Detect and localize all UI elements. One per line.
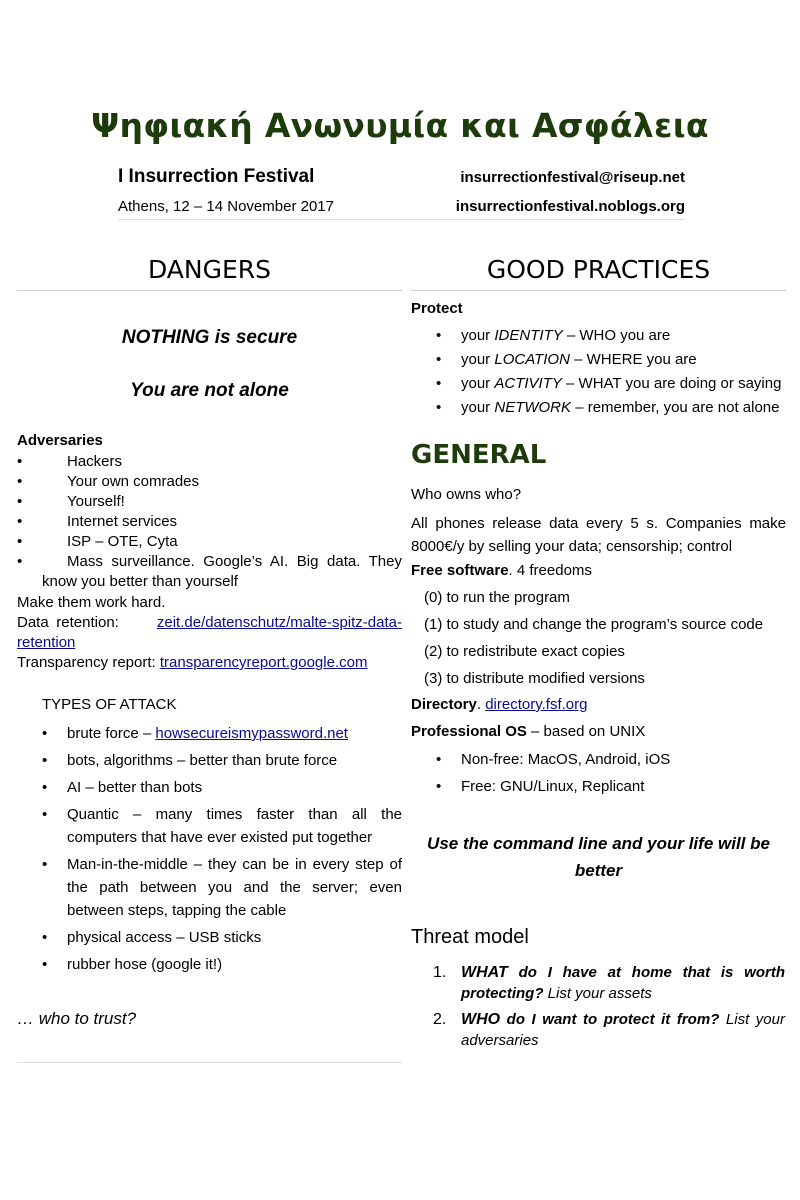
nothing-secure-callout: NOTHING is secure <box>121 327 298 348</box>
protect-desc: – WHERE you are <box>569 351 697 368</box>
list-item: • Quantic – many times faster than all the computers that have ever existed put together <box>42 803 402 849</box>
good-practices-heading: GOOD PRACTICES <box>486 255 711 284</box>
protect-term: LOCATION <box>494 351 570 368</box>
password-check-link[interactable]: howsecureismypassword.net <box>155 725 348 742</box>
professional-os-line <box>411 723 786 740</box>
list-item <box>436 396 786 420</box>
page-title: Ψηφιακή Ανωνυμία και Ασφάλεια <box>91 106 709 145</box>
list-item: • Non-free: MacOS, Android, iOS <box>436 748 786 772</box>
protect-prefix: your <box>461 375 495 392</box>
list-item: • physical access – USB sticks <box>42 926 402 949</box>
contact-email: insurrectionfestival@riseup.net <box>460 169 685 186</box>
transparency-label: Transparency report: <box>17 654 156 671</box>
threat-question: do I want to protect it from? <box>500 1011 720 1028</box>
attack-list <box>42 722 402 980</box>
professional-os-rest: – based on UNIX <box>526 723 646 740</box>
list-item: • ISP – OTE, Cyta <box>17 532 402 552</box>
general-heading: GENERAL <box>411 440 547 470</box>
list-item: • Free: GNU/Linux, Replicant <box>436 775 786 799</box>
threat-question: do I have at home that is worth protecting? <box>461 964 785 1002</box>
list-item: • AI – better than bots <box>42 776 402 799</box>
protect-term: NETWORK <box>494 399 572 416</box>
list-item <box>436 324 786 348</box>
data-retention-label: Data retention: <box>17 614 119 631</box>
protect-prefix: your <box>461 351 495 368</box>
list-item <box>17 552 402 592</box>
directory-sep: . <box>476 696 486 713</box>
phones-data-text: All phones release data every 5 s. Companies make 8000€/y by selling your data; censorship; control <box>411 515 786 555</box>
list-item: • rubber hose (google it!) <box>42 953 402 976</box>
list-item: • Your own comrades <box>17 472 402 492</box>
threat-model-heading: Threat model <box>411 926 529 948</box>
list-item: • Yourself! <box>17 492 402 512</box>
protect-term: ACTIVITY <box>494 375 562 392</box>
free-software-rest: . 4 freedoms <box>508 562 592 579</box>
list-item: • Hackers <box>17 452 402 472</box>
mass-surveillance-cont: know you better than yourself <box>42 573 238 590</box>
who-owns-text: Who owns who? <box>411 486 522 503</box>
list-item <box>436 348 786 372</box>
transparency-link[interactable]: transparencyreport.google.com <box>159 654 368 671</box>
festival-dates: Athens, 12 – 14 November 2017 <box>118 198 334 215</box>
directory-line <box>411 696 786 713</box>
not-alone-callout: You are not alone <box>130 380 289 401</box>
free-software-label: Free software <box>411 562 509 579</box>
list-item <box>433 1009 785 1051</box>
header-divider <box>118 219 685 220</box>
directory-label: Directory <box>411 696 477 713</box>
adversaries-list <box>17 452 402 592</box>
protect-prefix: your <box>461 399 495 416</box>
threat-note: List your assets <box>543 985 652 1002</box>
protect-prefix: your <box>461 327 495 344</box>
os-list <box>436 748 786 802</box>
list-item: • bots, algorithms – better than brute force <box>42 749 402 772</box>
good-practices-divider <box>411 290 786 291</box>
adversaries-heading: Adversaries <box>17 432 103 449</box>
list-item <box>433 962 785 1004</box>
protect-list <box>436 324 786 420</box>
protect-desc: – WHAT you are doing or saying <box>561 375 782 392</box>
list-item: • Man-in-the-middle – they can be in every step of the path between you and the server; even between steps, tapping the cable <box>42 853 402 922</box>
freedom-item: (3) to distribute modified versions <box>424 670 645 687</box>
directory-link[interactable]: directory.fsf.org <box>485 696 588 713</box>
dangers-heading: DANGERS <box>147 255 272 284</box>
free-software-line <box>411 562 786 579</box>
protect-desc: – remember, you are not alone <box>571 399 780 416</box>
list-item <box>42 722 402 745</box>
list-item: • Internet services <box>17 512 402 532</box>
blog-address: insurrectionfestival.noblogs.org <box>455 198 685 215</box>
work-hard-text: Make them work hard. <box>17 594 166 611</box>
dangers-divider <box>17 290 402 291</box>
command-line-callout: Use the command line and your life will be better <box>427 834 770 880</box>
threat-question-word: WHO <box>461 1011 501 1028</box>
freedom-item: (1) to study and change the program’s source code <box>424 616 764 633</box>
item-number: 2. <box>433 1011 447 1028</box>
freedom-item: (2) to redistribute exact copies <box>424 643 625 660</box>
threat-note: List your adversaries <box>461 1011 785 1049</box>
mass-surveillance-text: Mass surveillance. Google’s AI. Big data. They <box>67 553 402 570</box>
list-item <box>436 372 786 396</box>
freedom-item: (0) to run the program <box>424 589 570 606</box>
data-retention-line <box>17 613 402 653</box>
who-to-trust-text: … who to trust? <box>17 1009 137 1028</box>
threat-question-word: WHAT <box>461 964 508 981</box>
professional-os-label: Professional OS <box>411 723 527 740</box>
transparency-line <box>17 653 402 673</box>
item-number: 1. <box>433 964 447 981</box>
protect-heading: Protect <box>411 300 463 317</box>
brute-force-label: brute force – <box>67 725 152 742</box>
protect-term: IDENTITY <box>494 327 563 344</box>
festival-name: I Insurrection Festival <box>118 166 315 187</box>
bottom-divider <box>17 1062 402 1063</box>
types-of-attack-heading: TYPES OF ATTACK <box>42 696 177 713</box>
protect-desc: – WHO you are <box>562 327 671 344</box>
threat-model-list <box>433 962 785 1056</box>
data-retention-link[interactable]: zeit.de/datenschutz/malte-spitz-data-retention <box>17 614 402 651</box>
